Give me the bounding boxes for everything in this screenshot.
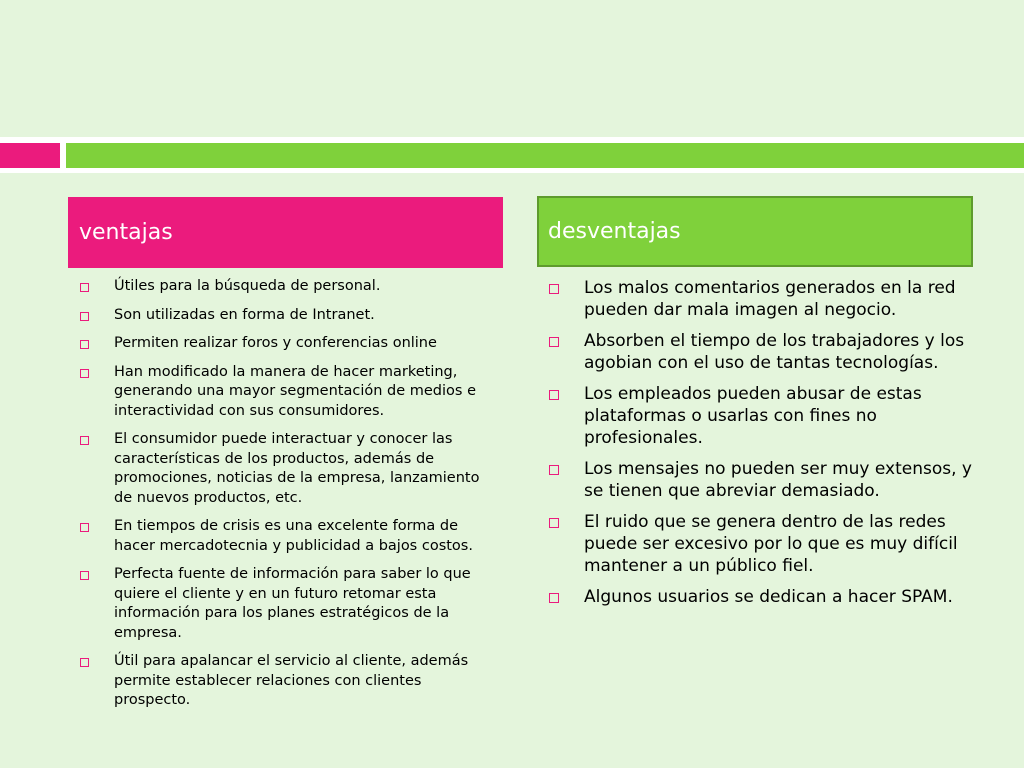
- list-item: Son utilizadas en forma de Intranet.: [80, 306, 500, 326]
- list-item: Los empleados pueden abusar de estas plataformas o usarlas con fines no profesionales.: [549, 383, 977, 449]
- list-item: Han modificado la manera de hacer marketing, generando una mayor segmentación de medios e interactividad con sus consumidores.: [80, 363, 500, 422]
- desventajas-header: [537, 196, 973, 267]
- accent-bar-green: [66, 143, 1024, 168]
- square-bullet-icon: [549, 593, 559, 603]
- square-bullet-icon: [549, 465, 559, 475]
- square-bullet-icon: [80, 369, 89, 378]
- list-item: Útil para apalancar el servicio al cliente, además permite establecer relaciones con clientes prospecto.: [80, 652, 500, 711]
- accent-bar-pink: [0, 143, 60, 168]
- square-bullet-icon: [80, 571, 89, 580]
- list-item: Perfecta fuente de información para saber lo que quiere el cliente y en un futuro retomar esta información para los planes estratégicos de la empresa.: [80, 565, 500, 643]
- desventajas-title: desventajas: [548, 219, 681, 244]
- list-item: Absorben el tiempo de los trabajadores y los agobian con el uso de tantas tecnologías.: [549, 330, 977, 374]
- list-item: Algunos usuarios se dedican a hacer SPAM.: [549, 586, 977, 608]
- desventajas-list: [549, 277, 977, 617]
- list-item: El consumidor puede interactuar y conocer las características de los productos, además de promociones, noticias de la empresa, lanzamiento de nuevos productos, etc.: [80, 430, 500, 508]
- square-bullet-icon: [549, 390, 559, 400]
- square-bullet-icon: [80, 340, 89, 349]
- list-item: En tiempos de crisis es una excelente forma de hacer mercadotecnia y publicidad a bajos costos.: [80, 517, 500, 556]
- list-item: Permiten realizar foros y conferencias online: [80, 334, 500, 354]
- list-item: Los mensajes no pueden ser muy extensos, y se tienen que abreviar demasiado.: [549, 458, 977, 502]
- ventajas-list: [80, 277, 500, 720]
- square-bullet-icon: [80, 312, 89, 321]
- square-bullet-icon: [80, 283, 89, 292]
- square-bullet-icon: [80, 658, 89, 667]
- ventajas-title: ventajas: [79, 220, 173, 245]
- square-bullet-icon: [549, 337, 559, 347]
- square-bullet-icon: [80, 436, 89, 445]
- ventajas-header: [68, 197, 503, 268]
- list-item: Útiles para la búsqueda de personal.: [80, 277, 500, 297]
- square-bullet-icon: [549, 284, 559, 294]
- list-item: Los malos comentarios generados en la red pueden dar mala imagen al negocio.: [549, 277, 977, 321]
- square-bullet-icon: [549, 518, 559, 528]
- square-bullet-icon: [80, 523, 89, 532]
- list-item: El ruido que se genera dentro de las redes puede ser excesivo por lo que es muy difícil mantener a un público fiel.: [549, 511, 977, 577]
